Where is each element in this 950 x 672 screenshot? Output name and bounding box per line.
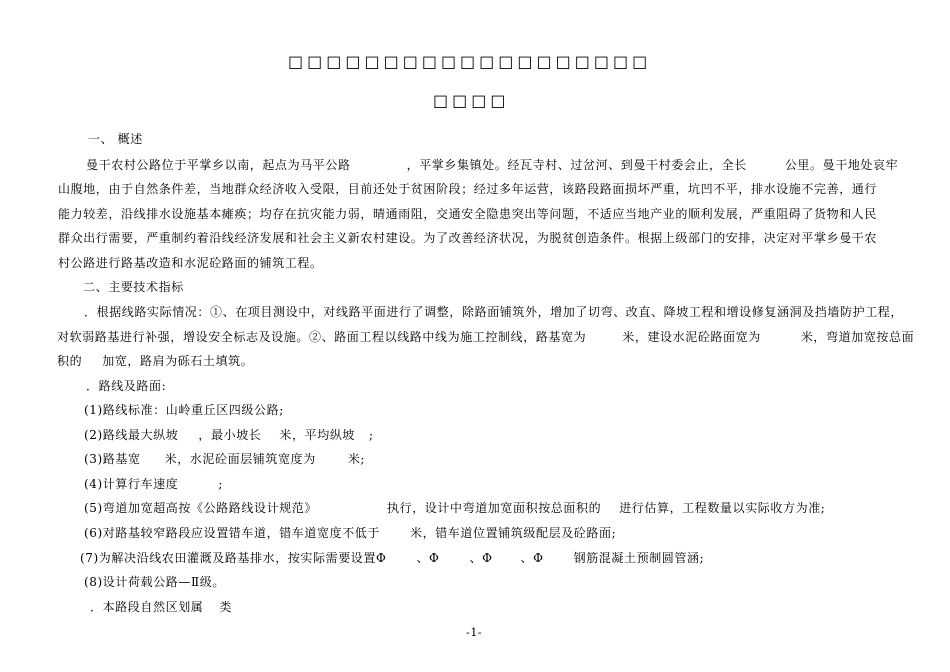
list-item bbox=[84, 525, 616, 541]
paragraph-line bbox=[90, 599, 232, 615]
text-segment: 加宽，路肩为砾石土填筑。 bbox=[102, 354, 254, 368]
paragraph-line bbox=[57, 329, 914, 345]
text-segment: 米，建设水泥砼路面宽为 bbox=[622, 330, 761, 344]
text-segment: 、Φ bbox=[520, 551, 544, 565]
paragraph-line bbox=[57, 353, 253, 369]
text-segment: ，平掌乡集镇处。经瓦寺村、过岔河、到曼干村委会止，全长 bbox=[406, 158, 747, 172]
list-item: (1)路线标准：山岭重丘区四级公路; bbox=[84, 403, 284, 417]
text-segment: 曼干农村公路位于平掌乡以南，起点为马平公路 bbox=[86, 158, 351, 172]
text-segment: 积的 bbox=[57, 354, 83, 368]
text-segment: 钢筋混凝土预制圆管涵; bbox=[573, 551, 705, 565]
text-segment: (3)路基宽 bbox=[84, 452, 141, 466]
list-item bbox=[84, 500, 825, 516]
text-segment: ; bbox=[369, 428, 374, 442]
document-title: □□□□□□□□□□□□□□□□□□□ bbox=[288, 52, 652, 71]
text-segment: 米，水泥砼面层铺筑宽度为 bbox=[164, 452, 316, 466]
page-number: -1- bbox=[466, 626, 483, 639]
text-segment: 米，弯道加宽按总面 bbox=[800, 330, 915, 344]
paragraph-line: 群众出行需要，严重制约着沿线经济发展和社会主义新农村建设。为了改善经济状况，为脱贫创造条件。根据上级部门的安排，决定对平掌乡曼干农 bbox=[58, 231, 878, 245]
paragraph-line bbox=[86, 157, 898, 173]
text-segment: 米，错车道位置铺筑级配层及砼路面; bbox=[410, 526, 617, 540]
sub-heading: ．路线及路面: bbox=[86, 379, 167, 393]
text-segment: (7)为解决沿线农田灌溉及路基排水，按实际需要设置Φ bbox=[80, 551, 387, 565]
text-segment: (2)路线最大纵坡 bbox=[84, 428, 179, 442]
paragraph-line: 山腹地，由于自然条件差，当地群众经济收入受限，目前还处于贫困阶段；经过多年运营，该路段路面损坏严重，坑凹不平，排水设施不完善，通行 bbox=[58, 182, 878, 196]
text-segment: 米，平均纵坡 bbox=[279, 428, 356, 442]
paragraph-line: 村公路进行路基改造和水泥砼路面的铺筑工程。 bbox=[58, 256, 323, 270]
list-item bbox=[84, 476, 223, 492]
text-segment: (6)对路基较窄路段应设置错车道，错车道宽度不低于 bbox=[84, 526, 380, 540]
text-segment: 执行，设计中弯道加宽面积按总面积的 bbox=[387, 501, 602, 515]
text-segment: 对软弱路基进行补强，增设安全标志及设施。②、路面工程以线路中线为施工控制线，路基宽为 bbox=[57, 330, 587, 344]
list-item bbox=[84, 427, 374, 443]
text-segment: ; bbox=[218, 477, 224, 491]
list-item bbox=[84, 451, 365, 467]
text-segment: ．本路段自然区划属 bbox=[90, 600, 204, 614]
text-segment: ，最小坡长 bbox=[198, 428, 262, 442]
text-segment: 米; bbox=[347, 452, 366, 466]
text-segment: 、Φ bbox=[469, 551, 493, 565]
text-segment: 进行估算，工程数量以实际收方为准; bbox=[619, 501, 826, 515]
list-item: (8)设计荷载公路—Ⅱ级。 bbox=[84, 575, 225, 589]
text-segment: (5)弯道加宽超高按《公路路线设计规范》 bbox=[84, 501, 317, 515]
text-segment: (4)计算行车速度 bbox=[84, 477, 179, 491]
text-segment: 公里。曼干地处哀牢 bbox=[784, 158, 899, 172]
list-item bbox=[80, 550, 704, 566]
text-segment: 、Φ bbox=[416, 551, 440, 565]
document-subtitle: □□□□ bbox=[433, 91, 510, 110]
paragraph-line: ．根据线路实际情况：①、在项目测设中，对线路平面进行了调整，除路面铺筑外，增加了切弯、改直、降坡工程和增设修复涵洞及挡墙防护工程， bbox=[84, 305, 904, 319]
section1-heading: 一、 概述 bbox=[88, 132, 143, 146]
text-segment: 类 bbox=[219, 600, 233, 614]
paragraph-line: 能力较差，沿线排水设施基本瘫痪；均存在抗灾能力弱，晴通雨阻，交通安全隐患突出等问题，不适应当地产业的顺利发展，严重阻碍了货物和人民 bbox=[58, 207, 878, 221]
section2-heading: 二、主要技术指标 bbox=[83, 280, 184, 294]
